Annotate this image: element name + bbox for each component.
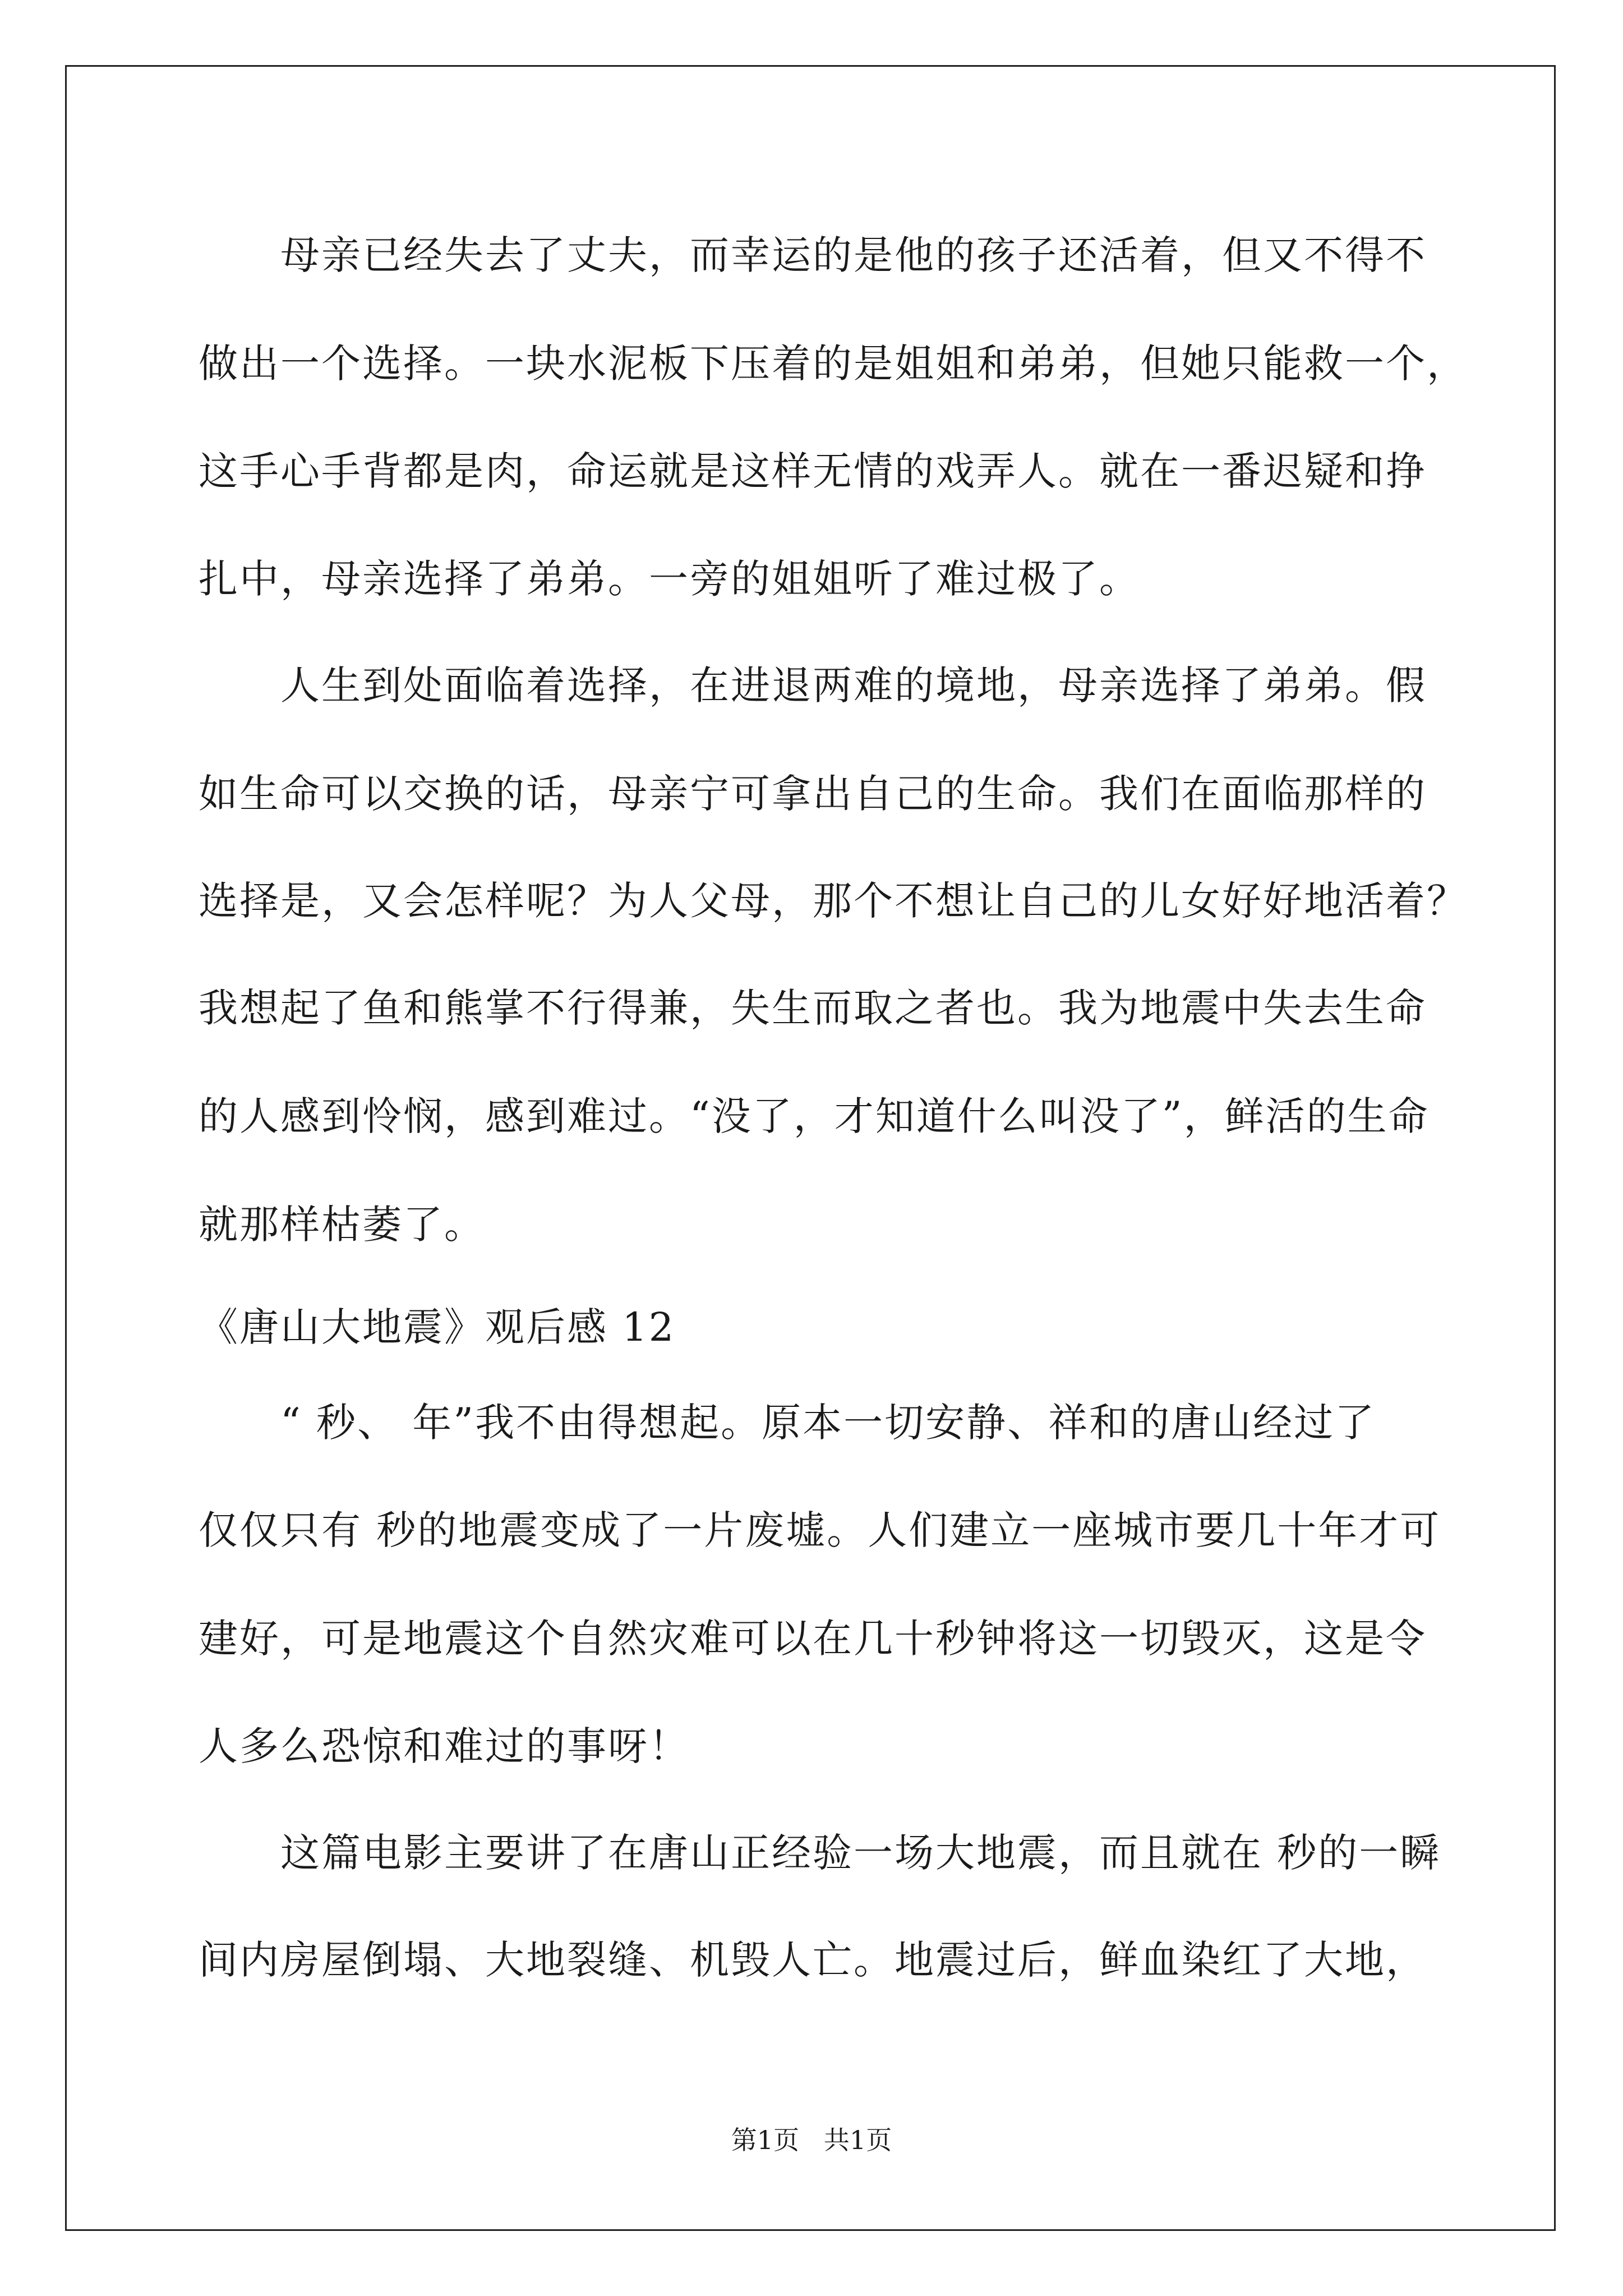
paragraph-line: 扎中，母亲选择了弟弟。一旁的姐姐听了难过极了。 (199, 556, 1140, 602)
paragraph-line: 就那样枯萎了。 (199, 1202, 485, 1248)
paragraph-line: 仅仅只有 秒的地震变成了一片废墟。人们建立一座城市要几十年才可 (199, 1507, 1441, 1553)
paragraph-line: 间内房屋倒塌、大地裂缝、机毁人亡。地震过后，鲜血染红了大地， (199, 1937, 1427, 1983)
paragraph-line: 这手心手背都是肉，命运就是这样无情的戏弄人。就在一番迟疑和挣 (199, 448, 1427, 494)
section-heading: 《唐山大地震》观后感 12 (199, 1304, 676, 1350)
page-footer: 第1页 共1页 (731, 2125, 892, 2155)
paragraph-line: “ 秒、 年”我不由得想起。原本一切安静、祥和的唐山经过了 (280, 1400, 1376, 1446)
paragraph-line: 我想起了鱼和熊掌不行得兼，失生而取之者也。我为地震中失去生命 (199, 985, 1427, 1031)
paragraph-line: 建好，可是地震这个自然灾难可以在几十秒钟将这一切毁灭，这是令 (199, 1616, 1427, 1662)
paragraph-line: 这篇电影主要讲了在唐山正经验一场大地震，而且就在 秒的一瞬 (280, 1830, 1441, 1876)
paragraph-line: 选择是，又会怎样呢？为人父母，那个不想让自己的儿女好好地活着？ (199, 878, 1468, 924)
paragraph-line: 人多么恐惊和难过的事呀！ (199, 1723, 690, 1769)
paragraph-line: 母亲已经失去了丈夫，而幸运的是他的孩子还活着，但又不得不 (280, 232, 1427, 278)
paragraph-line: 做出一个选择。一块水泥板下压着的是姐姐和弟弟，但她只能救一个， (199, 341, 1468, 386)
paragraph-line: 的人感到怜悯，感到难过。“没了，才知道什么叫没了”，鲜活的生命 (199, 1093, 1430, 1139)
paragraph-line: 如生命可以交换的话，母亲宁可拿出自己的生命。我们在面临那样的 (199, 771, 1427, 817)
paragraph-line: 人生到处面临着选择，在进退两难的境地，母亲选择了弟弟。假 (280, 662, 1427, 708)
